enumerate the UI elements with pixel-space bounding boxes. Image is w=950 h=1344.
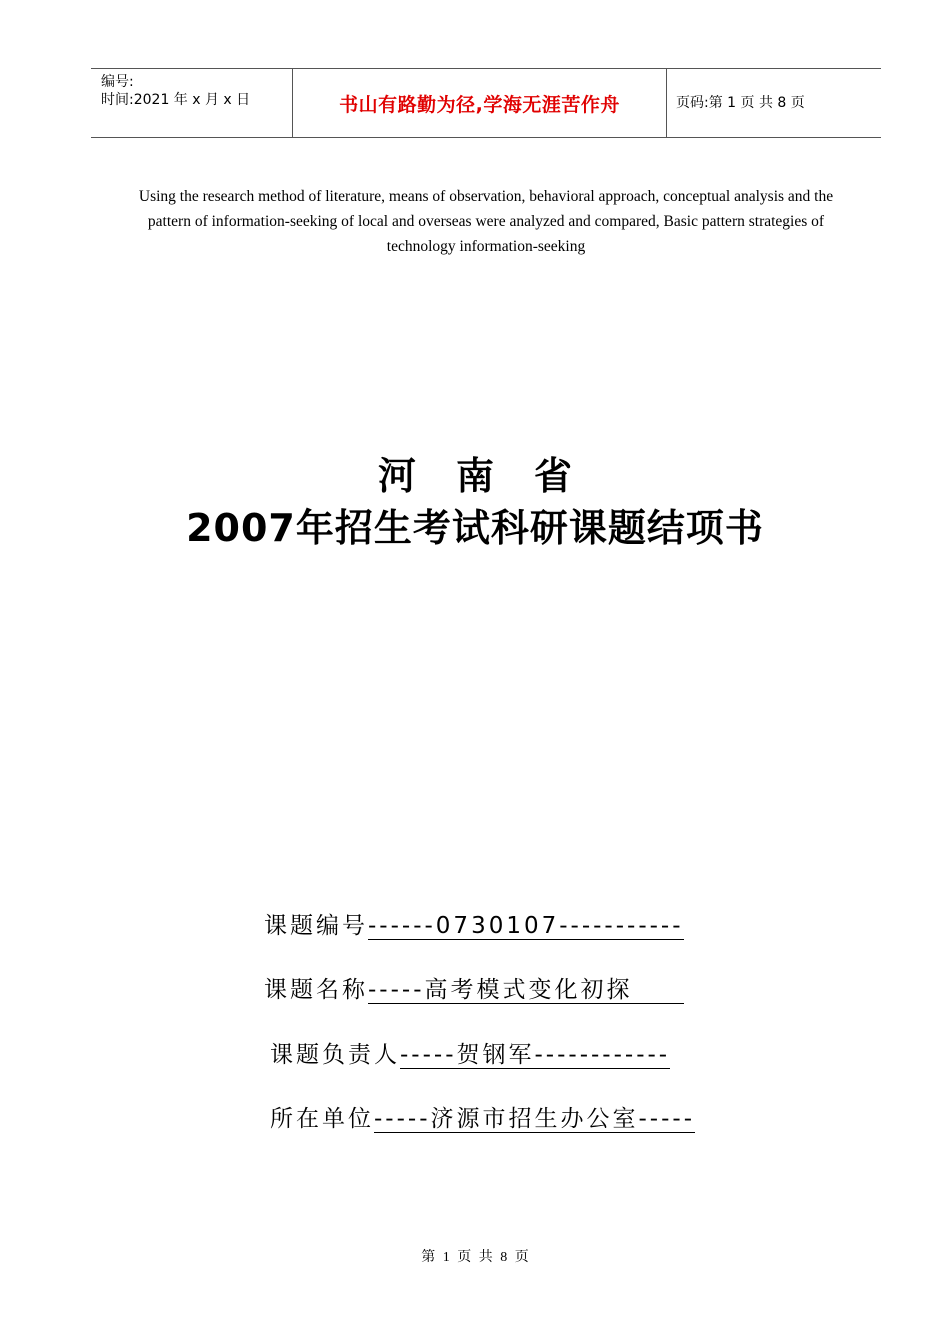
motto-text: 书山有路勤为径,学海无涯苦作舟 (339, 93, 620, 116)
info-value: -----贺钢军------------ (400, 1042, 671, 1068)
header-motto-cell (292, 69, 667, 137)
page-footer: 第 1 页 共 8 页 (421, 1250, 529, 1265)
header-left-cell (91, 69, 292, 137)
serial-label: 编号: (101, 74, 134, 90)
info-label: 课题编号 (264, 913, 368, 939)
info-row-project-name (264, 975, 684, 1005)
info-label: 所在单位 (270, 1106, 374, 1132)
time-label: 时间:2021 年 x 月 x 日 (101, 92, 251, 108)
abstract-text: Using the research method of literature, means of observation, behavioral approach, conceptual analysis and the pattern of information-seeking of local and overseas were analyzed and compared, Basic pattern strategies of technology information-seeking (138, 188, 834, 255)
info-row-organization (270, 1104, 695, 1134)
page-label: 页码:第 1 页 共 8 页 (676, 95, 805, 111)
info-row-project-number (264, 911, 684, 941)
info-label: 课题名称 (264, 977, 368, 1003)
info-row-project-leader (270, 1040, 670, 1070)
header-table (91, 68, 881, 138)
info-value: -----济源市招生办公室----- (374, 1106, 695, 1132)
document-title: 2007年招生考试科研课题结项书 (186, 506, 764, 550)
info-label: 课题负责人 (270, 1042, 400, 1068)
info-value: ------0730107----------- (368, 913, 684, 939)
info-value: -----高考模式变化初探 (368, 977, 685, 1003)
title-province: 河南省 (377, 454, 612, 498)
header-page-cell (666, 69, 881, 137)
